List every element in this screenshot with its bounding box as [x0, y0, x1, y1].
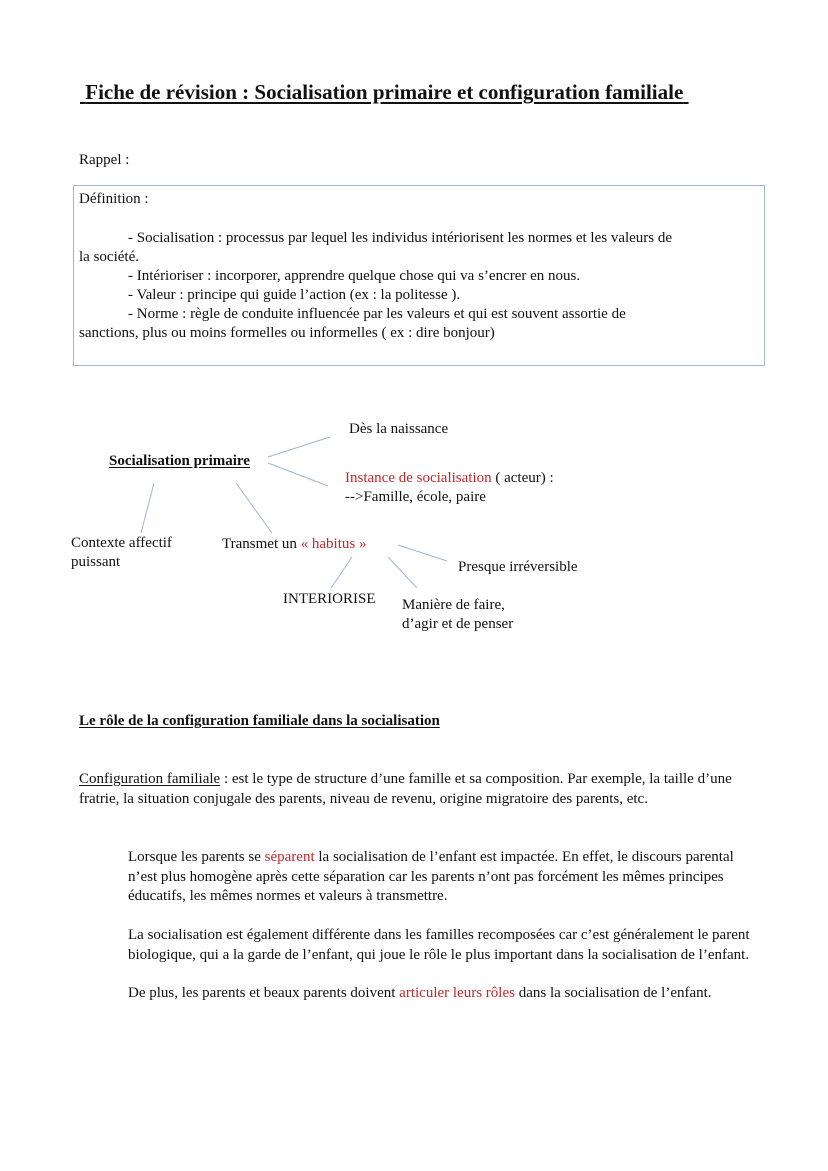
habitus-label: « habitus »: [300, 536, 367, 552]
def-socialisation-line2: la société.: [79, 249, 139, 265]
diagram-maniere-line1: Manière de faire,: [402, 597, 505, 613]
diagram-contexte-line2: puissant: [71, 554, 121, 570]
connector-transmet: [236, 483, 272, 533]
config-definition: : est le type de structure d’une famille et sa composition. Par exemple, la taille d’une fratrie, la situation conjugale des parents, niveau de revenu, origine migratoire des parents, etc.: [79, 771, 732, 807]
def-norme-line1: - Norme : règle de conduite influencée par les valeurs et qui est souvent assortie de: [128, 306, 626, 322]
transmet-label: Transmet un: [222, 536, 301, 552]
p1-end: la socialisation de l’enfant est impactée. En effet, le discours parental n’est plus homogène après cette séparation car les parents n’ont pas forcément les mêmes principes éducatifs, les mêmes normes et valeurs à transmettre.: [128, 849, 734, 904]
p1-red: séparent: [264, 849, 315, 865]
section-heading: Le rôle de la configuration familiale dans la socialisation: [79, 713, 440, 729]
diagram-interiorise: INTERIORISE: [283, 591, 376, 607]
def-norme-line2: sanctions, plus ou moins formelles ou informelles ( ex : dire bonjour): [79, 325, 495, 341]
articuler-paragraph: [79, 984, 759, 1004]
separation-paragraph: [79, 848, 759, 907]
def-interioriser: - Intérioriser : incorporer, apprendre quelque chose qui va s’encrer en nous.: [128, 268, 581, 284]
connector-instance: [268, 463, 328, 486]
connector-contexte: [141, 483, 154, 533]
diagram-center: Socialisation primaire: [109, 453, 250, 469]
diagram-irreversible: Presque irréversible: [458, 559, 578, 575]
p3-red: articuler leurs rôles: [399, 985, 515, 1001]
recomposees-paragraph: La socialisation est également différente dans les familles recomposées car c’est généralement le parent biologique, qui a la garde de l’enfant, qui joue le rôle le plus important dans la socialisation de l’enfant.: [128, 927, 750, 963]
instance-label-red: Instance de socialisation: [345, 470, 492, 486]
rappel-label: Rappel :: [79, 152, 130, 168]
diagram-instance-list: -->Famille, école, paire: [345, 489, 486, 505]
connector-irreversible: [398, 545, 447, 561]
definition-box: [73, 185, 765, 366]
instance-label-rest: ( acteur) :: [491, 470, 554, 486]
p1-start: Lorsque les parents se: [128, 849, 265, 865]
config-paragraph: [79, 770, 759, 809]
definition-heading: Définition :: [79, 191, 149, 207]
page-title: Fiche de révision : Socialisation primaire et configuration familiale: [85, 80, 684, 104]
diagram-transmet: [222, 535, 366, 555]
connector-maniere: [388, 557, 417, 588]
def-socialisation-line1: - Socialisation : processus par lequel les individus intériorisent les normes et les valeurs de: [128, 230, 673, 246]
def-valeur: - Valeur : principe qui guide l’action (ex : la politesse ).: [128, 287, 461, 303]
p3-end: dans la socialisation de l’enfant.: [514, 985, 712, 1001]
connector-naissance: [268, 437, 330, 457]
diagram-contexte-line1: Contexte affectif: [71, 535, 172, 551]
diagram-maniere-line2: d’agir et de penser: [402, 616, 514, 632]
config-term: Configuration familiale: [79, 771, 221, 787]
connector-interiorise: [331, 557, 352, 588]
diagram-naissance: Dès la naissance: [349, 421, 449, 437]
p3-start: De plus, les parents et beaux parents doivent: [128, 985, 400, 1001]
diagram-instance: [345, 469, 554, 489]
